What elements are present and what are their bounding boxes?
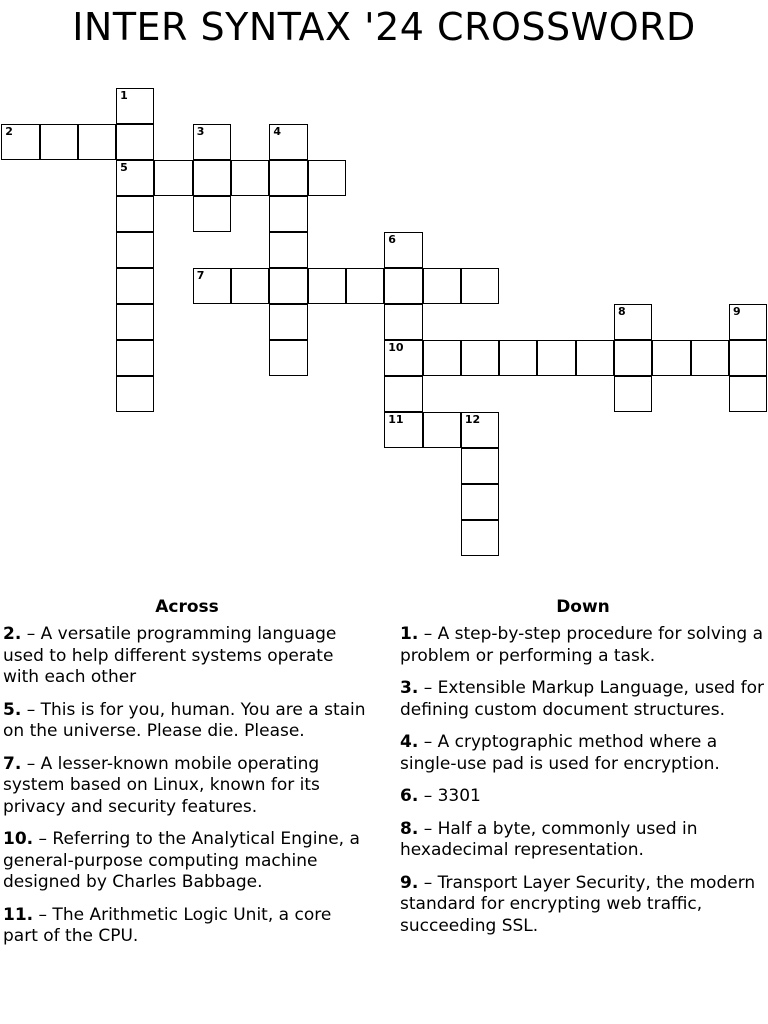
crossword-cell[interactable] bbox=[461, 484, 499, 520]
crossword-cell[interactable] bbox=[40, 124, 78, 160]
puzzle-title: INTER SYNTAX '24 CROSSWORD bbox=[72, 5, 696, 49]
clue-across-11 bbox=[3, 905, 371, 948]
crossword-cell-1[interactable] bbox=[116, 88, 154, 124]
crossword-cell[interactable] bbox=[308, 160, 346, 196]
clue-down-3 bbox=[400, 678, 766, 721]
cell-number: 8 bbox=[618, 305, 626, 319]
crossword-cell[interactable] bbox=[269, 340, 307, 376]
crossword-cell[interactable] bbox=[154, 160, 192, 196]
clue-across-10 bbox=[3, 829, 371, 894]
crossword-cell[interactable] bbox=[537, 340, 575, 376]
crossword-cell[interactable] bbox=[193, 196, 231, 232]
crossword-cell-9[interactable] bbox=[729, 304, 767, 340]
clue-across-2 bbox=[3, 624, 371, 689]
crossword-cell-10[interactable] bbox=[384, 340, 422, 376]
clue-text: – Transport Layer Security, the modern standard for encrypting web traffic, succeeding SSL. bbox=[400, 872, 756, 936]
clue-number: 5. bbox=[3, 699, 22, 720]
cell-number: 6 bbox=[388, 233, 396, 247]
cell-number: 1 bbox=[120, 89, 128, 103]
clue-down-1 bbox=[400, 624, 766, 667]
crossword-cell-2[interactable] bbox=[1, 124, 39, 160]
clue-number: 7. bbox=[3, 753, 22, 774]
clue-down-8 bbox=[400, 819, 766, 862]
crossword-cell[interactable] bbox=[384, 268, 422, 304]
clue-text: – A cryptographic method where a single-use pad is used for encryption. bbox=[400, 732, 720, 774]
crossword-cell[interactable] bbox=[269, 196, 307, 232]
crossword-cell[interactable] bbox=[269, 160, 307, 196]
crossword-cell[interactable] bbox=[499, 340, 537, 376]
clue-across-7 bbox=[3, 754, 371, 819]
crossword-cell-7[interactable] bbox=[193, 268, 231, 304]
crossword-cell[interactable] bbox=[269, 232, 307, 268]
crossword-cell[interactable] bbox=[461, 340, 499, 376]
crossword-cell[interactable] bbox=[346, 268, 384, 304]
cell-number: 7 bbox=[196, 269, 205, 283]
crossword-cell-5[interactable] bbox=[116, 160, 154, 196]
clue-number: 10. bbox=[3, 829, 34, 849]
cell-number: 9 bbox=[732, 305, 741, 319]
clue-text: – Half a byte, commonly used in hexadecimal representation. bbox=[400, 818, 698, 860]
crossword-cell[interactable] bbox=[269, 304, 307, 340]
crossword-cell[interactable] bbox=[384, 376, 422, 412]
crossword-cell[interactable] bbox=[652, 340, 690, 376]
crossword-cell-11[interactable] bbox=[384, 412, 422, 448]
crossword-cell-3[interactable] bbox=[193, 124, 231, 160]
crossword-cell[interactable] bbox=[269, 268, 307, 304]
crossword-cell[interactable] bbox=[614, 340, 652, 376]
crossword-cell[interactable] bbox=[116, 340, 154, 376]
crossword-cell[interactable] bbox=[576, 340, 614, 376]
crossword-cell-12[interactable] bbox=[461, 412, 499, 448]
crossword-cell[interactable] bbox=[116, 268, 154, 304]
clue-number: 2. bbox=[3, 624, 22, 644]
crossword-cell[interactable] bbox=[729, 376, 767, 412]
cell-number: 3 bbox=[196, 125, 205, 139]
crossword-cell[interactable] bbox=[461, 268, 499, 304]
crossword-cell-8[interactable] bbox=[614, 304, 652, 340]
down-clues bbox=[400, 594, 766, 948]
crossword-cell[interactable] bbox=[116, 304, 154, 340]
cell-number: 10 bbox=[388, 341, 404, 355]
clue-down-6 bbox=[400, 786, 766, 808]
crossword-cell-4[interactable] bbox=[269, 124, 307, 160]
clue-down-4 bbox=[400, 732, 766, 775]
crossword-cell[interactable] bbox=[384, 304, 422, 340]
cell-number: 2 bbox=[5, 125, 13, 139]
clue-number: 6. bbox=[400, 786, 419, 806]
crossword-cell[interactable] bbox=[231, 160, 269, 196]
crossword-cell[interactable] bbox=[423, 412, 461, 448]
crossword-cell[interactable] bbox=[116, 376, 154, 412]
cell-number: 12 bbox=[464, 413, 481, 427]
crossword-cell[interactable] bbox=[116, 232, 154, 268]
crossword-cell[interactable] bbox=[231, 268, 269, 304]
clue-text: – 3301 bbox=[418, 786, 481, 806]
crossword-cell[interactable] bbox=[691, 340, 729, 376]
clue-number: 4. bbox=[400, 732, 419, 752]
crossword-cell[interactable] bbox=[729, 340, 767, 376]
clue-text: – This is for you, human. You are a stain on the universe. Please die. Please. bbox=[3, 699, 366, 741]
clue-text: – The Arithmetic Logic Unit, a core part of the CPU. bbox=[3, 904, 332, 946]
crossword-cell[interactable] bbox=[116, 124, 154, 160]
clue-number: 8. bbox=[400, 818, 419, 839]
crossword-cell[interactable] bbox=[193, 160, 231, 196]
clue-number: 3. bbox=[400, 678, 419, 698]
down-heading: Down bbox=[556, 597, 610, 617]
cell-number: 11 bbox=[388, 413, 404, 427]
crossword-cell[interactable] bbox=[461, 448, 499, 484]
clue-text: – Referring to the Analytical Engine, a general-purpose computing machine designed by Charles Babbage. bbox=[3, 829, 360, 892]
clue-text: – A step-by-step procedure for solving a problem or performing a task. bbox=[400, 624, 763, 666]
across-heading: Across bbox=[155, 597, 219, 617]
clue-text: – A lesser-known mobile operating system based on Linux, known for its privacy and security features. bbox=[3, 753, 320, 817]
clue-text: – Extensible Markup Language, used for defining custom document structures. bbox=[400, 678, 764, 720]
clue-number: 1. bbox=[400, 624, 419, 644]
crossword-cell[interactable] bbox=[423, 340, 461, 376]
crossword-cell[interactable] bbox=[423, 268, 461, 304]
crossword-cell[interactable] bbox=[116, 196, 154, 232]
crossword-cell[interactable] bbox=[614, 376, 652, 412]
cell-number: 5 bbox=[120, 161, 128, 175]
cell-number: 4 bbox=[273, 125, 281, 139]
crossword-cell[interactable] bbox=[78, 124, 116, 160]
clue-number: 11. bbox=[3, 904, 34, 925]
across-clues bbox=[3, 594, 371, 959]
clue-number: 9. bbox=[400, 872, 419, 893]
clue-across-5 bbox=[3, 700, 371, 743]
crossword-cell-6[interactable] bbox=[384, 232, 422, 268]
crossword-cell[interactable] bbox=[308, 268, 346, 304]
clue-text: – A versatile programming language used to help different systems operate with each other bbox=[3, 624, 337, 687]
crossword-cell[interactable] bbox=[461, 520, 499, 556]
clue-down-9 bbox=[400, 873, 766, 938]
